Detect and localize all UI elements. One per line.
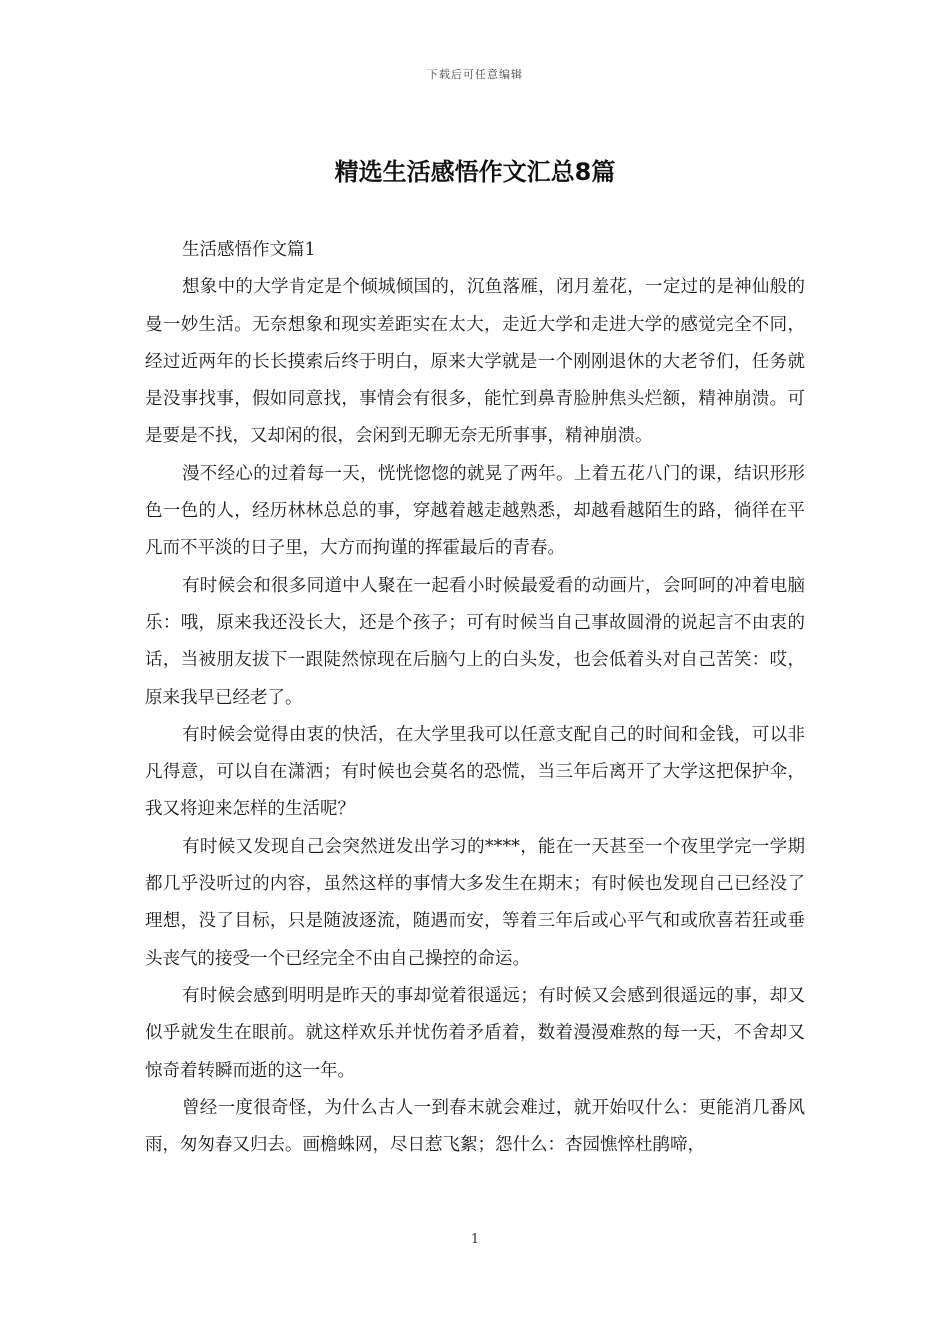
page-number: 1 <box>470 1232 480 1247</box>
paragraph: 有时候会和很多同道中人聚在一起看小时候最爱看的动画片，会呵呵的冲着电脑乐：哦，原来我还没长大，还是个孩子；可有时候当自己事故圆滑的说起言不由衷的话，当被朋友拔下一跟陡然惊现在后脑勺上的白头发，也会低着头对自己苦笑：哎，原来我早已经老了。 <box>145 575 805 708</box>
section-heading: 生活感悟作文篇1 <box>182 240 316 260</box>
paragraph: 想象中的大学肯定是个倾城倾国的，沉鱼落雁，闭月羞花，一定过的是神仙般的曼一妙生活。无奈想象和现实差距实在太大，走近大学和走进大学的感觉完全不同，经过近两年的长长摸索后终于明白，原来大学就是一个刚刚退休的大老爷们，任务就是没事找事，假如同意找，事情会有很多，能忙到鼻青脸肿焦头烂额，精神崩溃。可是要是不找，又却闲的很，会闲到无聊无奈无所事事，精神崩溃。 <box>145 277 805 447</box>
page-header-note: 下载后可任意编辑 <box>427 68 523 81</box>
paragraph: 有时候会感到明明是昨天的事却觉着很遥远；有时候又会感到很遥远的事，却又似乎就发生在眼前。就这样欢乐并忧伤着矛盾着，数着漫漫难熬的每一天，不舍却又惊奇着转瞬而逝的这一年。 <box>145 985 805 1081</box>
paragraph: 有时候又发现自己会突然迸发出学习的****，能在一天甚至一个夜里学完一学期都几乎没听过的内容，虽然这样的事情大多发生在期末；有时候也发现自己已经没了理想，没了目标，只是随波逐流，随遇而安，等着三年后或心平气和或欣喜若狂或垂头丧气的接受一个已经完全不由自己操控的命运。 <box>145 836 805 969</box>
paragraph: 漫不经心的过着每一天，恍恍惚惚的就晃了两年。上着五花八门的课，结识形形色一色的人，经历林林总总的事，穿越着越走越熟悉，却越看越陌生的路，徜徉在平凡而不平淡的日子里，大方而拘谨的挥霍最后的青春。 <box>145 463 805 559</box>
document-title: 精选生活感悟作文汇总8篇 <box>334 158 616 186</box>
document-body <box>145 232 805 1164</box>
paragraph: 曾经一度很奇怪，为什么古人一到春末就会难过，就开始叹什么：更能消几番风雨，匆匆春又归去。画檐蛛网，尽日惹飞絮；怨什么：杏园憔悴杜鹃啼， <box>145 1097 805 1156</box>
paragraph: 有时候会觉得由衷的快活，在大学里我可以任意支配自己的时间和金钱，可以非凡得意，可以自在潇洒；有时候也会莫名的恐慌，当三年后离开了大学这把保护伞，我又将迎来怎样的生活呢？ <box>145 724 805 820</box>
